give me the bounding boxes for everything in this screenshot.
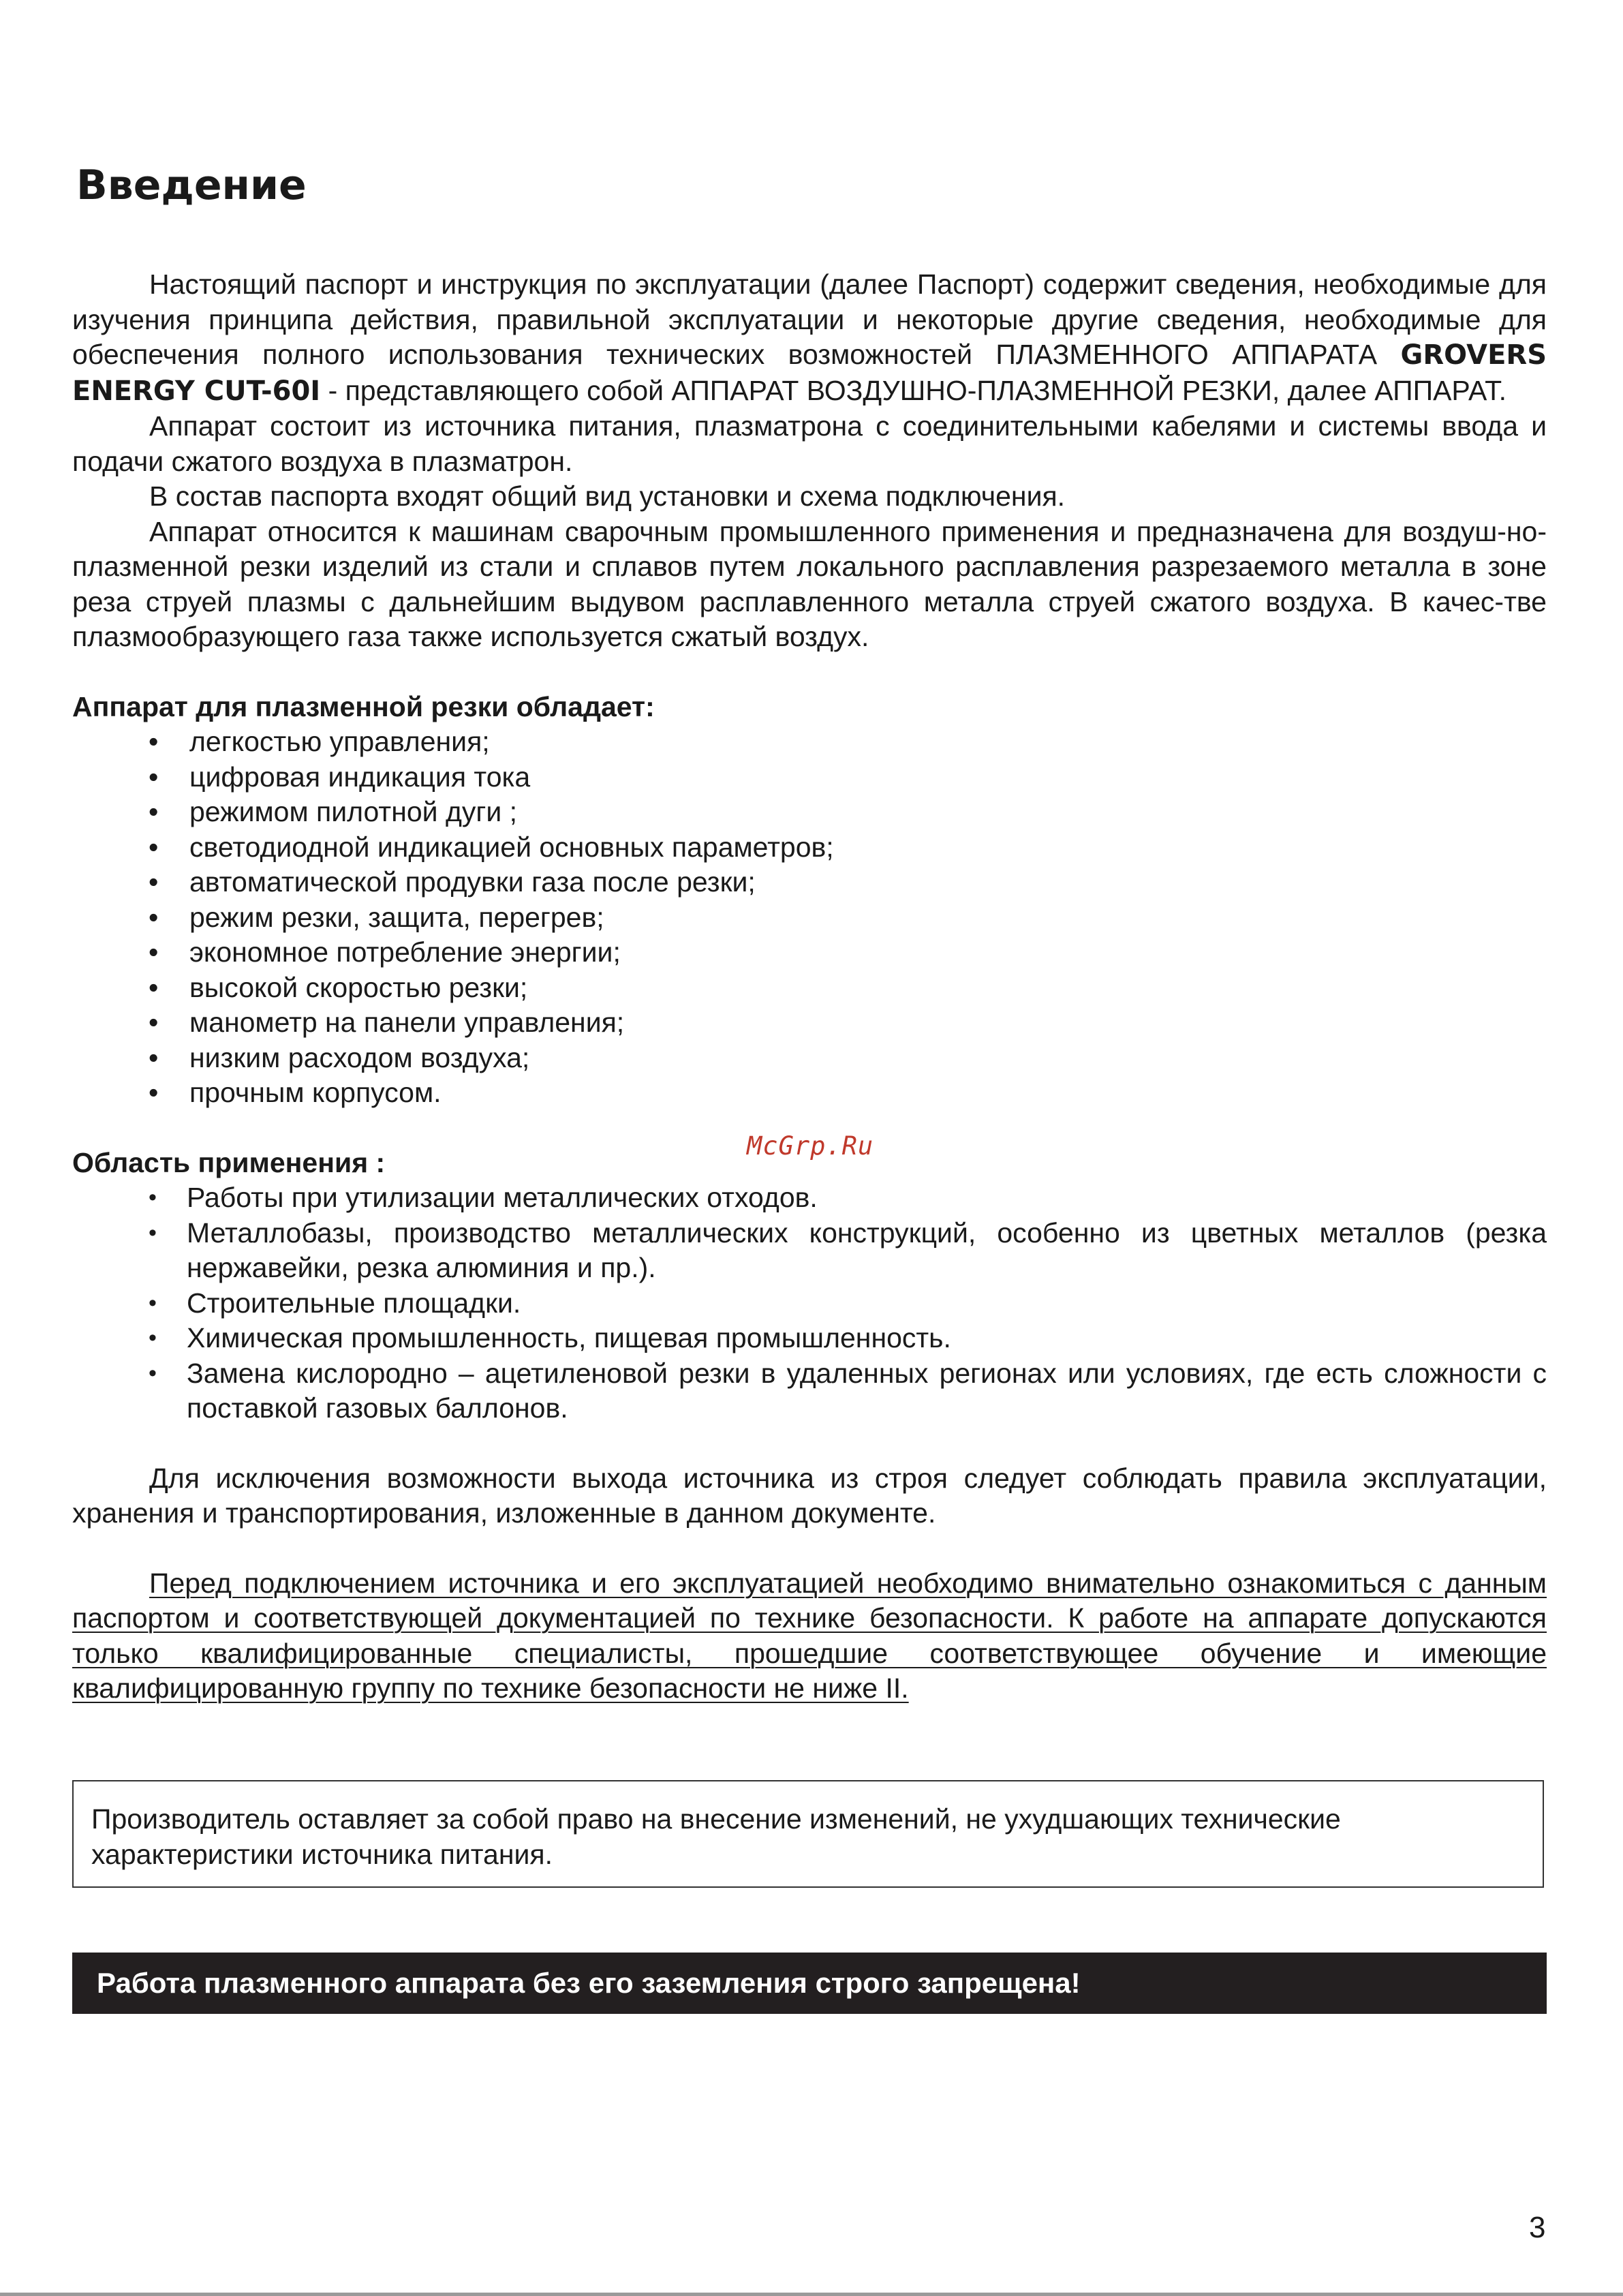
list-item xyxy=(149,865,1547,900)
page-number: 3 xyxy=(1529,2211,1546,2244)
bullet-icon: • xyxy=(149,1077,159,1108)
bullet-icon: • xyxy=(149,831,159,863)
features-list xyxy=(72,724,1547,1111)
bullet-icon: • xyxy=(149,971,159,1003)
list-item xyxy=(149,1180,1547,1216)
applications-heading: Область применения : xyxy=(72,1146,386,1178)
list-item xyxy=(149,724,1547,760)
list-item-text: прочным корпусом. xyxy=(189,1077,442,1108)
list-item-text: Строительные площадки. xyxy=(187,1287,521,1319)
list-item xyxy=(149,1356,1547,1426)
bullet-icon: • xyxy=(149,1041,159,1073)
list-item-text: светодиодной индикацией основных параметров; xyxy=(189,831,834,863)
list-item-text: высокой скоростью резки; xyxy=(189,971,528,1003)
grounding-warning-bar xyxy=(72,1953,1547,2014)
bullet-icon: • xyxy=(149,726,159,757)
intro-paragraph-2: Аппарат состоит из источника питания, плазматрона с соединительными кабелями и системы ввода и подачи сжатого воздуха в плазматрон. xyxy=(72,410,1547,477)
intro-paragraph-4: Аппарат относится к машинам сварочным промышленного применения и предназначена для воздуш-но-плазменной резки изделий из стали и сплавов путем локального расплавления разрезаемого металла в зоне реза струей плазмы с дальнейшим выдувом расплавленного металла струей сжатого воздуха. В качес-тве плазмообразующего газа также используется сжатый воздух. xyxy=(72,515,1547,652)
bullet-icon: • xyxy=(149,936,159,968)
bullet-icon: • xyxy=(149,796,159,827)
spacer xyxy=(72,1531,1547,1566)
list-item xyxy=(149,760,1547,795)
bottom-divider xyxy=(0,2293,1623,2296)
list-item xyxy=(149,830,1547,866)
intro-text-cont: - представляющего собой АППАРАТ ВОЗДУШНО-ПЛАЗМЕННОЙ РЕЗКИ, далее АППАРАТ. xyxy=(320,374,1507,406)
bullet-icon: • xyxy=(149,901,159,933)
list-item xyxy=(149,1041,1547,1076)
bullet-icon: • xyxy=(149,1007,159,1038)
list-item xyxy=(149,1286,1547,1321)
list-item xyxy=(149,1075,1547,1111)
document-body xyxy=(72,267,1547,1706)
list-item-text: автоматической продувки газа после резки; xyxy=(189,866,756,898)
list-item xyxy=(149,1216,1547,1286)
intro-paragraph-3: В состав паспорта входят общий вид установки и схема подключения. xyxy=(149,480,1066,512)
list-item xyxy=(149,795,1547,830)
list-item-text: экономное потребление энергии; xyxy=(189,936,621,968)
manufacturer-notice-box xyxy=(72,1780,1544,1888)
storage-note: Для исключения возможности выхода источника из строя следует соблюдать правила эксплуатации, хранения и транспортирования, изложенные в данном документе. xyxy=(72,1462,1547,1529)
bullet-icon: • xyxy=(149,1360,157,1386)
bullet-icon: • xyxy=(149,1289,157,1316)
product-name: GROVERS ENERGY CUT-60I xyxy=(72,339,1547,407)
bullet-icon: • xyxy=(149,866,159,898)
list-item-text: режим резки, защита, перегрев; xyxy=(189,901,604,933)
list-item xyxy=(149,935,1547,970)
bullet-icon: • xyxy=(149,1325,157,1351)
bullet-icon: • xyxy=(149,1219,157,1246)
features-heading: Аппарат для плазменной резки обладает: xyxy=(72,690,655,722)
list-item-text: режимом пилотной дуги ; xyxy=(189,796,518,827)
list-item xyxy=(149,1321,1547,1356)
page-title: Введение xyxy=(76,162,307,209)
list-item xyxy=(149,900,1547,936)
intro-text: Настоящий паспорт и инструкция по эксплуатации (далее Паспорт) содержит сведения, необходимые для изучения принципа действия, правильной эксплуатации и некоторые другие сведения, необходимые для обеспечения полного использования технических возможностей ПЛАЗМЕННОГО АППАРАТА xyxy=(72,269,1547,370)
list-item-text: Замена кислородно – ацетиленовой резки в удаленных регионах или условиях, где есть сложности с поставкой газовых баллонов. xyxy=(187,1357,1547,1424)
applications-list xyxy=(72,1180,1547,1426)
bullet-icon: • xyxy=(149,761,159,793)
grounding-warning-text: Работа плазменного аппарата без его заземления строго запрещена! xyxy=(97,1967,1081,1999)
bullet-icon: • xyxy=(149,1184,157,1210)
list-item xyxy=(149,1005,1547,1041)
list-item-text: цифровая индикация тока xyxy=(189,761,531,793)
intro-paragraph-1 xyxy=(72,267,1547,409)
watermark: McGrp.Ru xyxy=(747,1131,874,1161)
spacer xyxy=(72,1426,1547,1461)
list-item xyxy=(149,970,1547,1006)
list-item-text: Работы при утилизации металлических отходов. xyxy=(187,1182,818,1213)
spacer xyxy=(72,655,1547,690)
manufacturer-notice-text: Производитель оставляет за собой право на внесение изменений, не ухудшающих технические характеристики источника питания. xyxy=(91,1803,1341,1870)
list-item-text: Металлобазы, производство металлических конструкций, особенно из цветных металлов (резка нержавейки, резка алюминия и пр.). xyxy=(187,1216,1547,1283)
list-item-text: манометр на панели управления; xyxy=(189,1007,625,1038)
list-item-text: низким расходом воздуха; xyxy=(189,1041,530,1073)
list-item-text: Химическая промышленность, пищевая промышленность. xyxy=(187,1322,951,1353)
safety-note: Перед подключением источника и его эксплуатацией необходимо внимательно ознакомиться с данным паспортом и соответствующей документацией по технике безопасности. К работе на аппарате допускаются только квалифицированные специалисты, прошедшие соответствующее обучение и имеющие квалифицированную группу по технике безопасности не ниже II. xyxy=(72,1567,1547,1704)
list-item-text: легкостью управления; xyxy=(189,726,490,757)
